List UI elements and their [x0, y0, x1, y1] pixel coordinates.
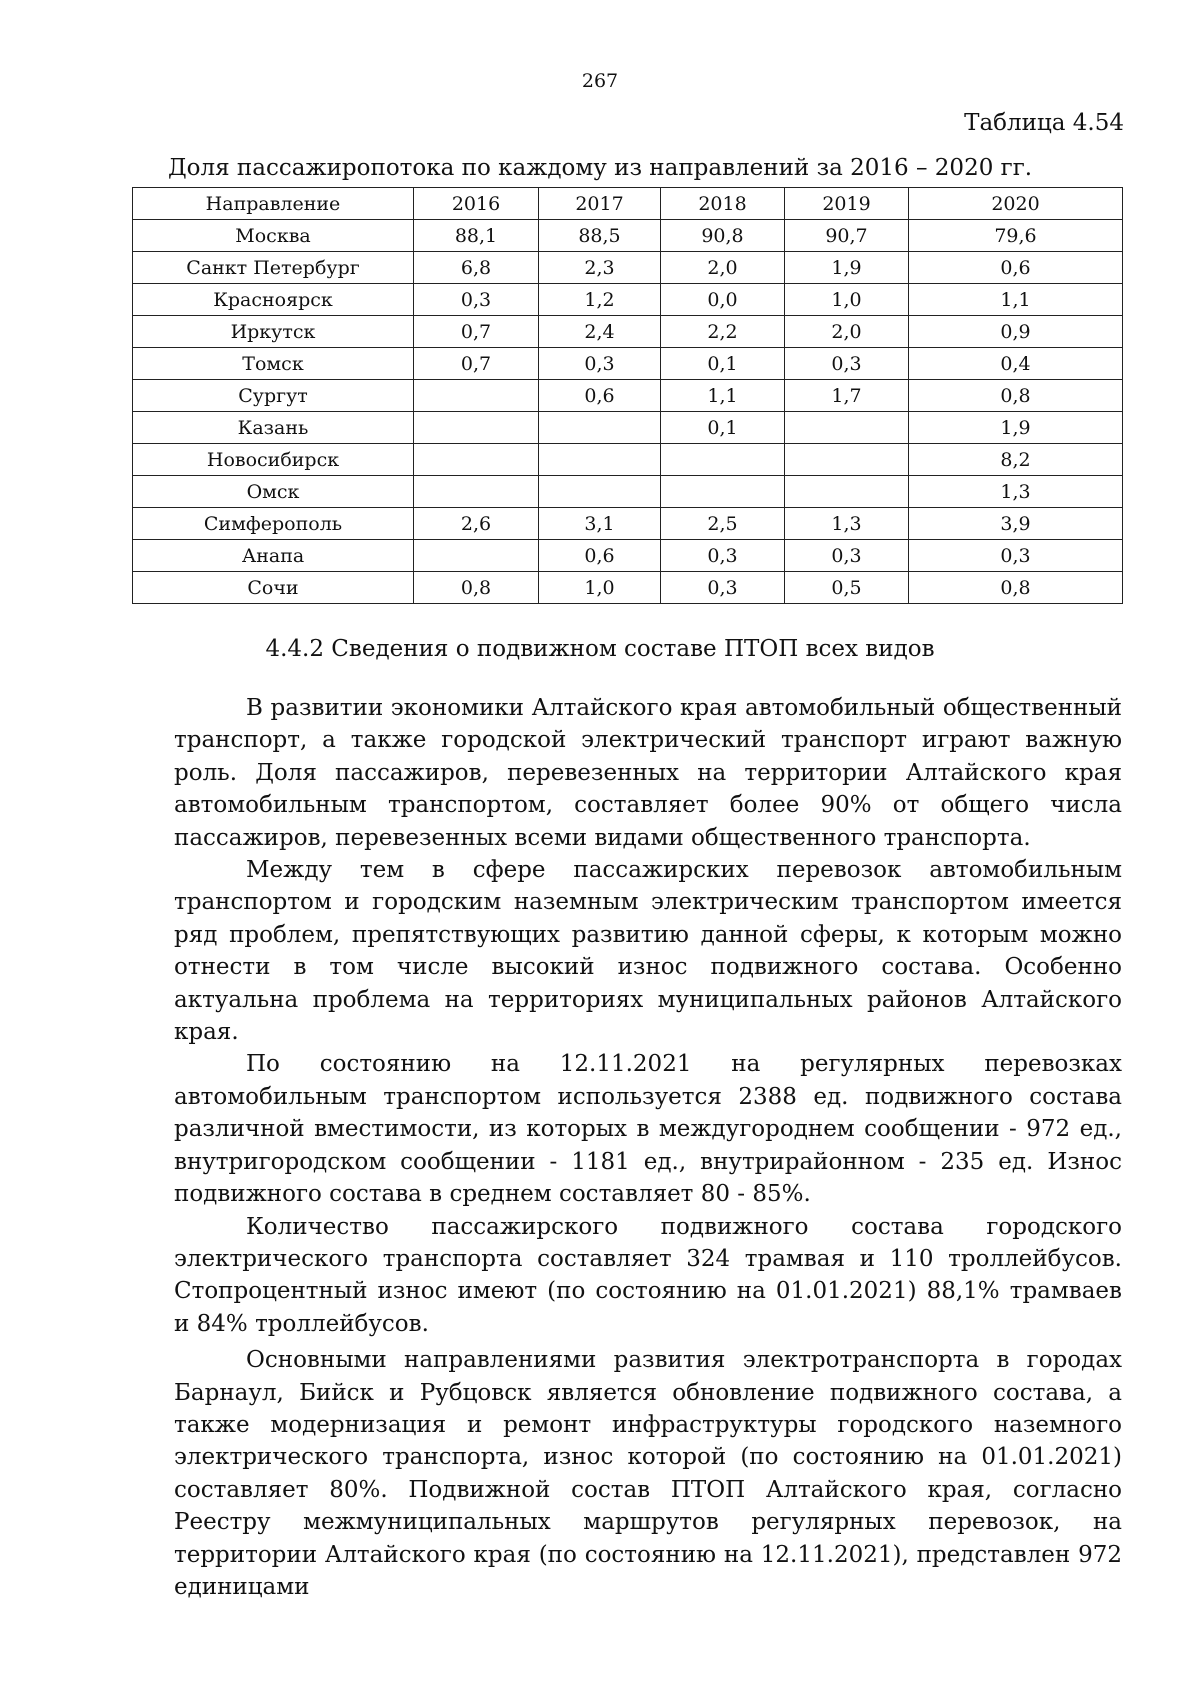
table-cell-direction: Сочи — [133, 572, 414, 604]
table-cell-value — [414, 380, 539, 412]
table-row — [133, 412, 1123, 444]
table-cell-value: 1,7 — [785, 380, 909, 412]
table-cell-direction: Санкт Петербург — [133, 252, 414, 284]
table-cell-value: 0,0 — [661, 284, 785, 316]
table-cell-direction: Сургут — [133, 380, 414, 412]
table-cell-value: 3,9 — [909, 508, 1123, 540]
table-cell-value: 0,6 — [539, 540, 661, 572]
page-number: 267 — [581, 70, 619, 92]
table-cell-value: 2,0 — [785, 316, 909, 348]
table-row — [133, 220, 1123, 252]
table-cell-value — [661, 476, 785, 508]
table-cell-value: 88,1 — [414, 220, 539, 252]
table-cell-value: 0,1 — [661, 412, 785, 444]
table-cell-value: 0,3 — [539, 348, 661, 380]
paragraph: В развитии экономики Алтайского края автомобильный общественный транспорт, а также городской электрический транспорт играют важную роль. Доля пассажиров, перевезенных на территории Алтайского края автомобильным транспортом, составляет более 90% от общего числа пассажиров, перевезенных всеми видами общественного транспорта. — [174, 695, 1122, 851]
table-cell-value — [414, 540, 539, 572]
table-label: Таблица 4.54 — [964, 110, 1124, 136]
table-cell-value: 0,3 — [785, 540, 909, 572]
table-cell-value — [539, 476, 661, 508]
table-cell-value — [414, 412, 539, 444]
table-cell-direction: Москва — [133, 220, 414, 252]
table-cell-value: 0,3 — [909, 540, 1123, 572]
table-cell-direction: Симферополь — [133, 508, 414, 540]
table-cell-direction: Красноярск — [133, 284, 414, 316]
table-cell-value: 0,8 — [909, 380, 1123, 412]
table-cell-value: 3,1 — [539, 508, 661, 540]
table-cell-value: 0,6 — [909, 252, 1123, 284]
paragraph: Между тем в сфере пассажирских перевозок автомобильным транспортом и городским наземным электрическим транспортом имеется ряд проблем, препятствующих развитию данной сферы, к которым можно отнести в том числе высокий износ подвижного состава. Особенно актуальна проблема на территориях муниципальных районов Алтайского края. — [174, 857, 1122, 1046]
table-row — [133, 572, 1123, 604]
table-row — [133, 476, 1123, 508]
table-cell-value — [539, 444, 661, 476]
table-caption: Доля пассажиропотока по каждому из направлений за 2016 – 2020 гг. — [167, 155, 1033, 181]
table-row — [133, 316, 1123, 348]
table-cell-value: 2,5 — [661, 508, 785, 540]
paragraph: Количество пассажирского подвижного состава городского электрического транспорта составляет 324 трамвая и 110 троллейбусов. Стопроцентный износ имеют (по состоянию на 01.01.2021) 88,1% трамваев и 84% троллейбусов. — [174, 1213, 1122, 1337]
table-cell-value — [785, 476, 909, 508]
table-row — [133, 540, 1123, 572]
table-row — [133, 508, 1123, 540]
table-cell-value: 2,0 — [661, 252, 785, 284]
table-cell-value — [785, 444, 909, 476]
table-cell-direction: Новосибирск — [133, 444, 414, 476]
paragraph: Основными направлениями развития электротранспорта в городах Барнаул, Бийск и Рубцовск является обновление подвижного состава, а также модернизация и ремонт инфраструктуры городского наземного электрического транспорта, износ которой (по состоянию на 01.01.2021) составляет 80%. Подвижной состав ПТОП Алтайского края, согласно Реестру межмуниципальных маршрутов регулярных перевозок, на территории Алтайского края (по состоянию на 12.11.2021), представлен 972 единицами — [174, 1347, 1122, 1600]
table-cell-value: 90,8 — [661, 220, 785, 252]
header-2018: 2018 — [661, 188, 785, 220]
table-row — [133, 444, 1123, 476]
table-cell-value: 1,2 — [539, 284, 661, 316]
table-cell-value: 2,4 — [539, 316, 661, 348]
table-cell-value: 2,3 — [539, 252, 661, 284]
header-2019: 2019 — [785, 188, 909, 220]
table-cell-value: 88,5 — [539, 220, 661, 252]
table-cell-direction: Анапа — [133, 540, 414, 572]
table-cell-value: 0,3 — [785, 348, 909, 380]
table-cell-value: 0,3 — [661, 540, 785, 572]
header-2017: 2017 — [539, 188, 661, 220]
table-cell-value: 1,3 — [785, 508, 909, 540]
table-cell-value — [661, 444, 785, 476]
passenger-share-table — [132, 187, 1123, 604]
body-text — [174, 692, 1122, 1603]
header-direction: Направление — [133, 188, 414, 220]
table-row — [133, 348, 1123, 380]
table-row — [133, 284, 1123, 316]
table-cell-value: 1,0 — [539, 572, 661, 604]
header-2016: 2016 — [414, 188, 539, 220]
table-cell-value: 1,1 — [909, 284, 1123, 316]
table-cell-value: 90,7 — [785, 220, 909, 252]
table-body — [133, 220, 1123, 604]
table-cell-value: 1,9 — [909, 412, 1123, 444]
table-cell-direction: Томск — [133, 348, 414, 380]
table-cell-direction: Казань — [133, 412, 414, 444]
table-cell-value: 1,9 — [785, 252, 909, 284]
table-cell-value: 0,8 — [909, 572, 1123, 604]
table-cell-value — [539, 412, 661, 444]
table-cell-value: 0,3 — [414, 284, 539, 316]
table-cell-value: 6,8 — [414, 252, 539, 284]
table-row — [133, 380, 1123, 412]
table-cell-direction: Иркутск — [133, 316, 414, 348]
table-cell-value — [785, 412, 909, 444]
table-cell-value: 0,7 — [414, 348, 539, 380]
table-cell-value: 0,3 — [661, 572, 785, 604]
table-cell-value: 1,1 — [661, 380, 785, 412]
table-cell-value: 0,7 — [414, 316, 539, 348]
table-cell-value: 8,2 — [909, 444, 1123, 476]
table-cell-value: 0,6 — [539, 380, 661, 412]
table-cell-value: 0,9 — [909, 316, 1123, 348]
table-cell-value: 1,3 — [909, 476, 1123, 508]
table-header-row — [133, 188, 1123, 220]
paragraph: По состоянию на 12.11.2021 на регулярных перевозках автомобильным транспортом используется 2388 ед. подвижного состава различной вместимости, из которых в междугороднем сообщении - 972 ед., внутригородском сообщении - 1181 ед., внутрирайонном - 235 ед. Износ подвижного состава в среднем составляет 80 - 85%. — [174, 1051, 1122, 1208]
table-cell-value: 2,6 — [414, 508, 539, 540]
table-cell-value: 79,6 — [909, 220, 1123, 252]
table-row — [133, 252, 1123, 284]
table-cell-value: 0,5 — [785, 572, 909, 604]
table-cell-value: 1,0 — [785, 284, 909, 316]
table-cell-value: 0,8 — [414, 572, 539, 604]
table-cell-value: 2,2 — [661, 316, 785, 348]
table-cell-value — [414, 444, 539, 476]
section-heading: 4.4.2 Сведения о подвижном составе ПТОП всех видов — [265, 636, 935, 662]
header-2020: 2020 — [909, 188, 1123, 220]
table-cell-value: 0,4 — [909, 348, 1123, 380]
table-cell-direction: Омск — [133, 476, 414, 508]
table-cell-value — [414, 476, 539, 508]
table-cell-value: 0,1 — [661, 348, 785, 380]
